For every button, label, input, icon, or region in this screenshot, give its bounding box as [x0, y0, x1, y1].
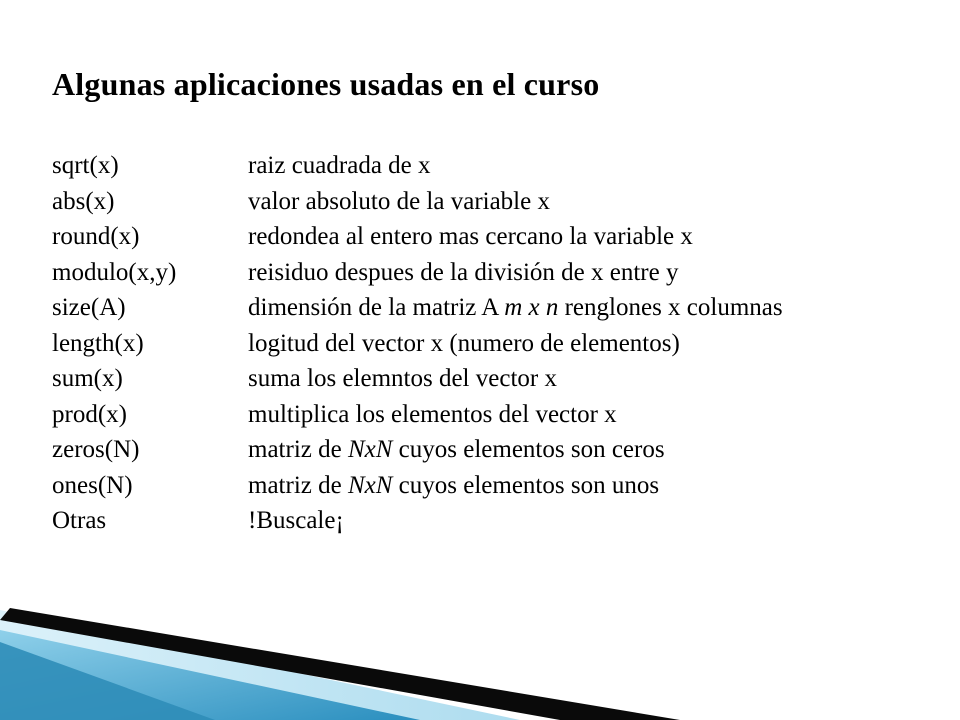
function-description [248, 326, 680, 362]
description-text: redondea al entero mas cercano la variable x [248, 223, 693, 250]
description-text: logitud del vector x (numero de elementos) [248, 329, 680, 357]
description-text: valor absoluto de la variable x [248, 187, 550, 215]
function-description [248, 468, 659, 504]
description-text: matriz de [248, 471, 348, 499]
italic-term: NxN [347, 436, 393, 463]
slide-title: Algunas aplicaciones usadas en el curso [52, 66, 600, 102]
function-name: sqrt(x) [52, 152, 119, 179]
function-name: Otras [52, 507, 107, 534]
description-text: cuyos elementos son ceros [392, 436, 665, 463]
function-description [248, 184, 550, 220]
function-name: round(x) [52, 223, 140, 250]
description-text: renglones x columnas [558, 294, 783, 321]
function-description [248, 432, 665, 468]
description-text: dimensión de la matriz A [248, 294, 505, 321]
function-name: zeros(N) [52, 436, 140, 463]
description-text: !Buscale¡ [248, 507, 344, 534]
italic-term: NxN [347, 471, 393, 499]
description-text: multiplica los elementos del vector x [248, 400, 617, 428]
description-text: cuyos elementos son unos [392, 471, 660, 499]
description-text: raiz cuadrada de x [248, 152, 431, 179]
function-name: abs(x) [52, 187, 115, 215]
function-name: modulo(x,y) [52, 258, 177, 286]
decorative-swoosh [0, 580, 960, 720]
function-description [248, 148, 431, 184]
function-description [248, 290, 783, 326]
function-description [248, 255, 678, 291]
description-text: reisiduo despues de la división de x entre y [248, 258, 679, 286]
function-name: sum(x) [52, 365, 123, 392]
function-name: ones(N) [52, 471, 133, 499]
description-text: suma los elemntos del vector x [248, 365, 557, 392]
description-text: matriz de [248, 436, 348, 463]
function-name: length(x) [52, 329, 144, 357]
italic-term: m x n [504, 294, 559, 321]
function-name: size(A) [52, 294, 126, 321]
function-description [248, 219, 693, 255]
function-description [248, 361, 557, 397]
function-description [248, 503, 344, 539]
function-description [248, 397, 617, 433]
function-name: prod(x) [52, 400, 127, 428]
